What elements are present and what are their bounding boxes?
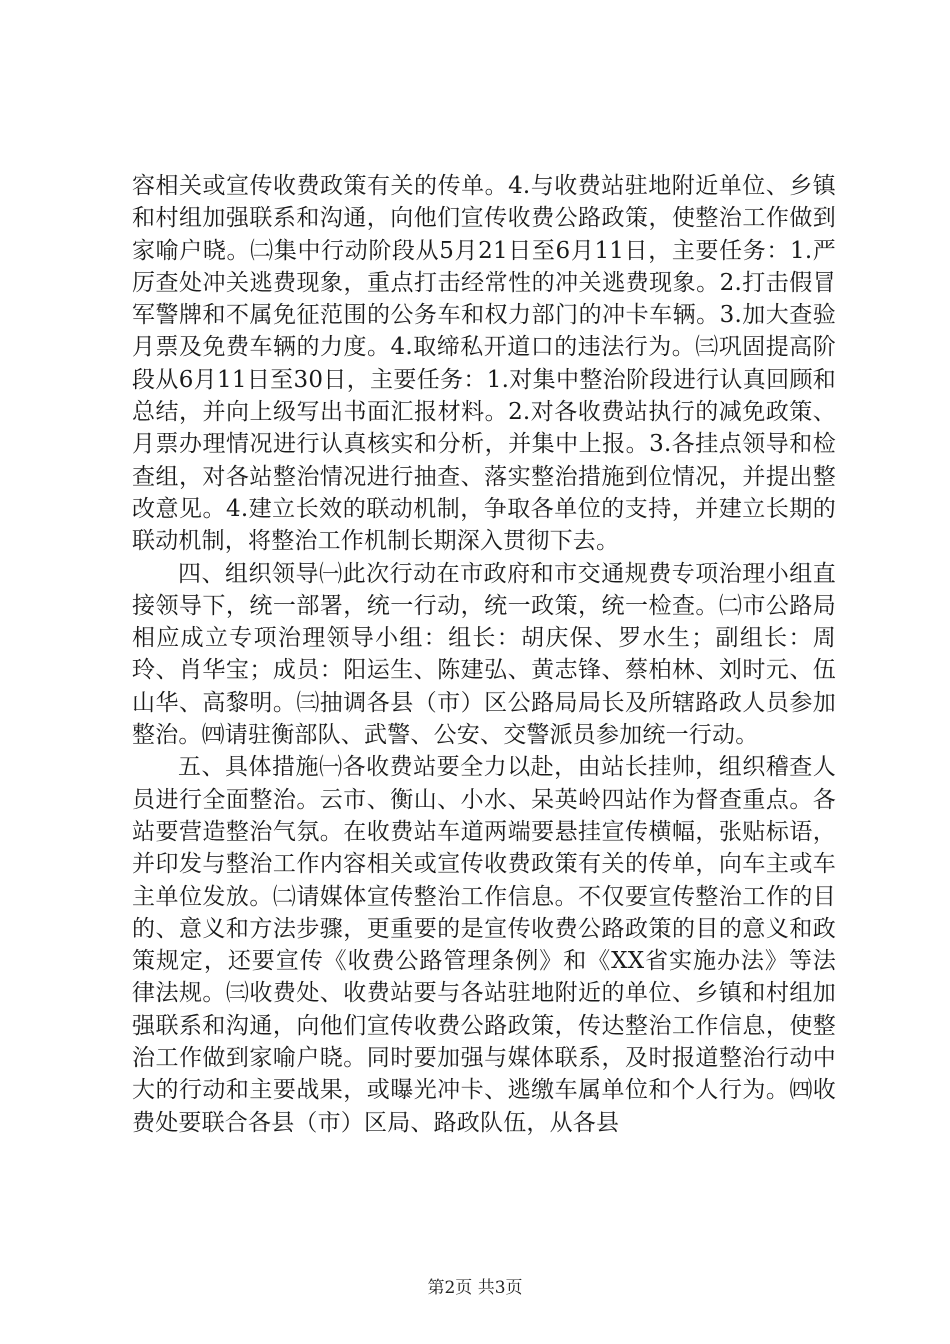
document-body: [132, 170, 836, 1139]
paragraph-organization-leadership: 四、组织领导㈠此次行动在市政府和市交通规费专项治理小组直接领导下，统一部署，统一行动，统一政策，统一检查。㈡市公路局相应成立专项治理领导小组：组长：胡庆保、罗水生；副组长：周玲、肖华宝；成员：阳运生、陈建弘、黄志锋、蔡柏林、刘时元、伍山华、高黎明。㈢抽调各县（市）区公路局局长及所辖路政人员参加整治。㈣请驻衡部队、武警、公安、交警派员参加统一行动。: [132, 560, 836, 749]
page-footer: [0, 1278, 950, 1298]
paragraph-continuation: 容相关或宣传收费政策有关的传单。4.与收费站驻地附近单位、乡镇和村组加强联系和沟通，向他们宣传收费公路政策，使整治工作做到家喻户晓。㈡集中行动阶段从5月21日至6月11日，主要任务：1.严厉查处冲关逃费现象，重点打击经常性的冲关逃费现象。2.打击假冒军警牌和不属免征范围的公务车和权力部门的冲卡车辆。3.加大查验月票及免费车辆的力度。4.取缔私开道口的违法行为。㈢巩固提高阶段从6月11日至30日，主要任务：1.对集中整治阶段进行认真回顾和总结，并向上级写出书面汇报材料。2.对各收费站执行的减免政策、月票办理情况进行认真核实和分析，并集中上报。3.各挂点领导和检查组，对各站整治情况进行抽查、落实整治措施到位情况，并提出整改意见。4.建立长效的联动机制，争取各单位的支持，并建立长期的联动机制，将整治工作机制长期深入贯彻下去。: [132, 173, 836, 555]
paragraph-specific-measures: 五、具体措施㈠各收费站要全力以赴，由站长挂帅，组织稽查人员进行全面整治。云市、衡山、小水、呆英岭四站作为督查重点。各站要营造整治气氛。在收费站车道两端要悬挂宣传横幅，张贴标语，并印发与整治工作内容相关或宣传收费政策有关的传单，向车主或车主单位发放。㈡请媒体宣传整治工作信息。不仅要宣传整治工作的目的、意义和方法步骤，更重要的是宣传收费公路政策的目的意义和政策规定，还要宣传《收费公路管理条例》和《XX省实施办法》等法律法规。㈢收费处、收费站要与各站驻地附近的单位、乡镇和村组加强联系和沟通，向他们宣传收费公路政策，传达整治工作信息，使整治工作做到家喻户晓。同时要加强与媒体联系，及时报道整治行动中大的行动和主要战果，或曝光冲卡、逃缴车属单位和个人行为。㈣收费处要联合各县（市）区局、路政队伍，从各县: [132, 754, 836, 1136]
page-number: 第2页 共3页: [427, 1278, 523, 1298]
